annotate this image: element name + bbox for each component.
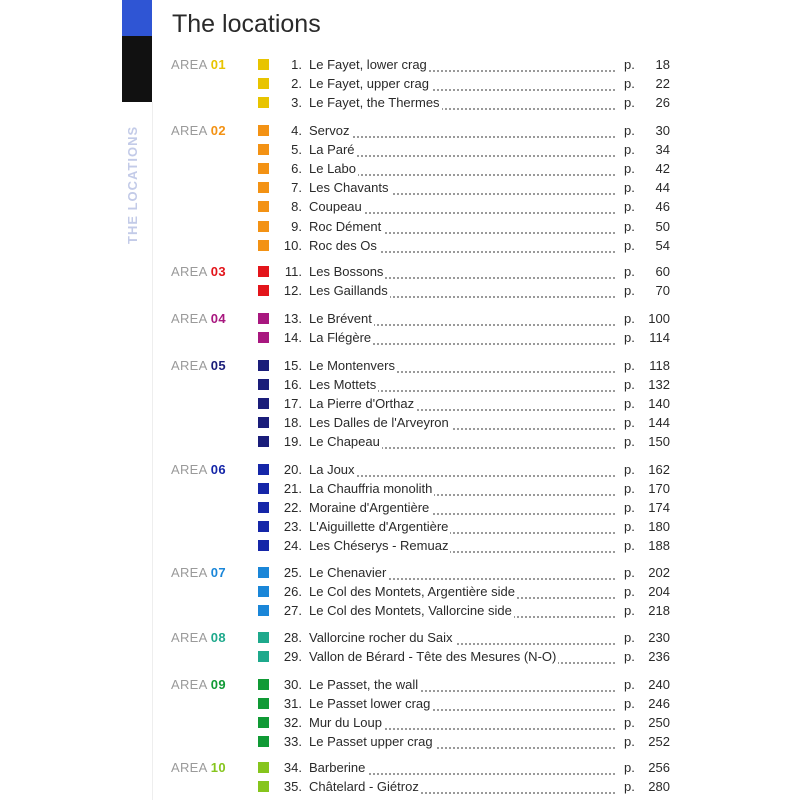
page-prefix: p. bbox=[624, 630, 635, 645]
page-prefix: p. bbox=[624, 696, 635, 711]
location-name[interactable]: Servoz bbox=[309, 123, 350, 138]
page-prefix: p. bbox=[624, 734, 635, 749]
page-prefix: p. bbox=[624, 142, 635, 157]
location-name[interactable]: Le Fayet, upper crag bbox=[309, 76, 429, 91]
location-name[interactable]: La Joux bbox=[309, 462, 355, 477]
page-number[interactable]: 132 bbox=[648, 377, 670, 392]
location-number: 15. bbox=[283, 358, 302, 373]
page-prefix: p. bbox=[624, 538, 635, 553]
page-number[interactable]: 162 bbox=[648, 462, 670, 477]
location-name[interactable]: Le Passet, the wall bbox=[309, 677, 419, 692]
location-number: 23. bbox=[283, 519, 302, 534]
location-name[interactable]: Roc Dément bbox=[309, 219, 382, 234]
location-number: 34. bbox=[283, 760, 302, 775]
area-number: 09 bbox=[210, 677, 226, 692]
page-number[interactable]: 30 bbox=[655, 123, 670, 138]
area-label bbox=[171, 57, 226, 72]
location-number: 25. bbox=[283, 565, 302, 580]
location-number: 31. bbox=[283, 696, 302, 711]
location-number: 17. bbox=[283, 396, 302, 411]
page-number[interactable]: 236 bbox=[648, 649, 670, 664]
page-prefix: p. bbox=[624, 649, 635, 664]
area-color-swatch bbox=[258, 360, 269, 371]
page-prefix: p. bbox=[624, 779, 635, 794]
page-number[interactable]: 240 bbox=[648, 677, 670, 692]
area-color-swatch bbox=[258, 521, 269, 532]
area-number: 03 bbox=[210, 264, 226, 279]
page-prefix: p. bbox=[624, 219, 635, 234]
page-number[interactable]: 70 bbox=[655, 283, 670, 298]
location-number: 1. bbox=[291, 57, 302, 72]
page-number[interactable]: 140 bbox=[648, 396, 670, 411]
location-number: 19. bbox=[283, 434, 302, 449]
dot-leader bbox=[309, 136, 615, 138]
page-prefix: p. bbox=[624, 396, 635, 411]
page-prefix: p. bbox=[624, 264, 635, 279]
area-number: 08 bbox=[210, 630, 226, 645]
location-number: 27. bbox=[283, 603, 302, 618]
area-number: 04 bbox=[210, 311, 226, 326]
area-label-text: AREA bbox=[171, 462, 211, 477]
location-name[interactable]: Le Fayet, lower crag bbox=[309, 57, 427, 72]
location-name[interactable]: Les Bossons bbox=[309, 264, 384, 279]
location-name[interactable]: Les Chéserys - Remuaz bbox=[309, 538, 449, 553]
chapter-tab-blue bbox=[122, 0, 152, 36]
page-number[interactable]: 250 bbox=[648, 715, 670, 730]
area-color-swatch bbox=[258, 502, 269, 513]
location-number: 35. bbox=[283, 779, 302, 794]
area-label-text: AREA bbox=[171, 760, 211, 775]
location-number: 10. bbox=[283, 238, 302, 253]
page-number[interactable]: 218 bbox=[648, 603, 670, 618]
location-number: 22. bbox=[283, 500, 302, 515]
page-number[interactable]: 42 bbox=[655, 161, 670, 176]
page-prefix: p. bbox=[624, 603, 635, 618]
page-number[interactable]: 44 bbox=[655, 180, 670, 195]
area-label-text: AREA bbox=[171, 311, 211, 326]
area-color-swatch bbox=[258, 182, 269, 193]
area-label bbox=[171, 677, 226, 692]
location-name[interactable]: La Pierre d'Orthaz bbox=[309, 396, 415, 411]
location-number: 6. bbox=[291, 161, 302, 176]
area-color-swatch bbox=[258, 464, 269, 475]
area-label-text: AREA bbox=[171, 677, 211, 692]
area-label bbox=[171, 565, 226, 580]
page-number[interactable]: 150 bbox=[648, 434, 670, 449]
area-label bbox=[171, 462, 226, 477]
area-color-swatch bbox=[258, 163, 269, 174]
area-color-swatch bbox=[258, 59, 269, 70]
area-color-swatch bbox=[258, 586, 269, 597]
page-number[interactable]: 256 bbox=[648, 760, 670, 775]
page-number[interactable]: 50 bbox=[655, 219, 670, 234]
area-color-swatch bbox=[258, 125, 269, 136]
location-number: 7. bbox=[291, 180, 302, 195]
location-name[interactable]: Le Brévent bbox=[309, 311, 372, 326]
page-number[interactable]: 170 bbox=[648, 481, 670, 496]
location-name[interactable]: Le Passet lower crag bbox=[309, 696, 431, 711]
location-number: 26. bbox=[283, 584, 302, 599]
area-color-swatch bbox=[258, 605, 269, 616]
area-color-swatch bbox=[258, 285, 269, 296]
location-number: 2. bbox=[291, 76, 302, 91]
page-number[interactable]: 174 bbox=[648, 500, 670, 515]
page-prefix: p. bbox=[624, 481, 635, 496]
area-color-swatch bbox=[258, 781, 269, 792]
page-prefix: p. bbox=[624, 519, 635, 534]
area-color-swatch bbox=[258, 698, 269, 709]
area-color-swatch bbox=[258, 417, 269, 428]
location-number: 18. bbox=[283, 415, 302, 430]
location-name[interactable]: Le Chenavier bbox=[309, 565, 387, 580]
page-prefix: p. bbox=[624, 311, 635, 326]
location-number: 29. bbox=[283, 649, 302, 664]
page-prefix: p. bbox=[624, 584, 635, 599]
location-name[interactable]: Le Passet upper crag bbox=[309, 734, 433, 749]
location-name[interactable]: Le Montenvers bbox=[309, 358, 395, 373]
area-label bbox=[171, 123, 226, 138]
area-color-swatch bbox=[258, 332, 269, 343]
page-number[interactable]: 22 bbox=[655, 76, 670, 91]
page-prefix: p. bbox=[624, 123, 635, 138]
area-color-swatch bbox=[258, 398, 269, 409]
location-name[interactable]: La Paré bbox=[309, 142, 355, 157]
side-section-label: THE LOCATIONS bbox=[125, 125, 140, 244]
area-color-swatch bbox=[258, 632, 269, 643]
area-color-swatch bbox=[258, 97, 269, 108]
page-prefix: p. bbox=[624, 715, 635, 730]
page-title: The locations bbox=[172, 10, 321, 38]
area-color-swatch bbox=[258, 679, 269, 690]
page-number[interactable]: 18 bbox=[655, 57, 670, 72]
location-number: 24. bbox=[283, 538, 302, 553]
location-name[interactable]: La Chauffria monolith bbox=[309, 481, 433, 496]
location-number: 21. bbox=[283, 481, 302, 496]
side-divider bbox=[152, 102, 153, 800]
location-number: 3. bbox=[291, 95, 302, 110]
page-prefix: p. bbox=[624, 565, 635, 580]
area-number: 02 bbox=[210, 123, 226, 138]
page-prefix: p. bbox=[624, 283, 635, 298]
area-color-swatch bbox=[258, 78, 269, 89]
location-name[interactable]: Coupeau bbox=[309, 199, 362, 214]
page-number[interactable]: 100 bbox=[648, 311, 670, 326]
location-number: 20. bbox=[283, 462, 302, 477]
area-label-text: AREA bbox=[171, 123, 211, 138]
location-name[interactable]: Le Labo bbox=[309, 161, 356, 176]
area-label-text: AREA bbox=[171, 565, 211, 580]
page-number[interactable]: 252 bbox=[648, 734, 670, 749]
area-color-swatch bbox=[258, 266, 269, 277]
location-number: 4. bbox=[291, 123, 302, 138]
area-color-swatch bbox=[258, 201, 269, 212]
page-prefix: p. bbox=[624, 238, 635, 253]
location-number: 33. bbox=[283, 734, 302, 749]
area-number: 06 bbox=[210, 462, 226, 477]
area-label bbox=[171, 358, 226, 373]
page-number[interactable]: 180 bbox=[648, 519, 670, 534]
page-prefix: p. bbox=[624, 95, 635, 110]
location-number: 14. bbox=[283, 330, 302, 345]
area-label-text: AREA bbox=[171, 264, 211, 279]
area-label-text: AREA bbox=[171, 358, 211, 373]
location-number: 30. bbox=[283, 677, 302, 692]
page-prefix: p. bbox=[624, 377, 635, 392]
page-number[interactable]: 26 bbox=[655, 95, 670, 110]
location-name[interactable]: Vallon de Bérard - Tête des Mesures (N-O) bbox=[309, 649, 557, 664]
location-name[interactable]: Les Mottets bbox=[309, 377, 377, 392]
location-name[interactable]: Moraine d'Argentière bbox=[309, 500, 430, 515]
area-number: 01 bbox=[210, 57, 226, 72]
page-number[interactable]: 280 bbox=[648, 779, 670, 794]
location-name[interactable]: Roc des Os bbox=[309, 238, 377, 253]
area-label-text: AREA bbox=[171, 630, 211, 645]
page-number[interactable]: 204 bbox=[648, 584, 670, 599]
location-name[interactable]: Les Dalles de l'Arveyron bbox=[309, 415, 449, 430]
page-prefix: p. bbox=[624, 415, 635, 430]
page-number[interactable]: 46 bbox=[655, 199, 670, 214]
area-label bbox=[171, 311, 226, 326]
location-number: 12. bbox=[283, 283, 302, 298]
page-number[interactable]: 118 bbox=[649, 358, 670, 373]
area-number: 07 bbox=[210, 565, 226, 580]
page-number[interactable]: 114 bbox=[649, 330, 670, 345]
location-number: 8. bbox=[291, 199, 302, 214]
area-number: 05 bbox=[210, 358, 226, 373]
location-name[interactable]: Les Gaillands bbox=[309, 283, 388, 298]
area-color-swatch bbox=[258, 762, 269, 773]
location-name[interactable]: Le Col des Montets, Vallorcine side bbox=[309, 603, 512, 618]
area-color-swatch bbox=[258, 240, 269, 251]
area-color-swatch bbox=[258, 313, 269, 324]
page-number[interactable]: 246 bbox=[648, 696, 670, 711]
location-name[interactable]: La Flégère bbox=[309, 330, 372, 345]
area-color-swatch bbox=[258, 221, 269, 232]
area-color-swatch bbox=[258, 736, 269, 747]
page-prefix: p. bbox=[624, 76, 635, 91]
location-number: 9. bbox=[291, 219, 302, 234]
page-number[interactable]: 54 bbox=[655, 238, 670, 253]
area-label bbox=[171, 760, 226, 775]
location-name[interactable]: L'Aiguillette d'Argentière bbox=[309, 519, 449, 534]
area-color-swatch bbox=[258, 651, 269, 662]
location-number: 32. bbox=[283, 715, 302, 730]
page-number[interactable]: 144 bbox=[648, 415, 670, 430]
area-color-swatch bbox=[258, 144, 269, 155]
page-prefix: p. bbox=[624, 180, 635, 195]
location-number: 11. bbox=[284, 264, 302, 279]
area-label bbox=[171, 264, 226, 279]
area-number: 10 bbox=[210, 760, 226, 775]
location-name[interactable]: Mur du Loup bbox=[309, 715, 382, 730]
location-name[interactable]: Le Col des Montets, Argentière side bbox=[309, 584, 515, 599]
area-color-swatch bbox=[258, 436, 269, 447]
page-number[interactable]: 60 bbox=[655, 264, 670, 279]
area-color-swatch bbox=[258, 717, 269, 728]
location-number: 28. bbox=[283, 630, 302, 645]
page-prefix: p. bbox=[624, 199, 635, 214]
area-label-text: AREA bbox=[171, 57, 211, 72]
location-number: 5. bbox=[291, 142, 302, 157]
area-color-swatch bbox=[258, 483, 269, 494]
page-prefix: p. bbox=[624, 500, 635, 515]
location-name[interactable]: Le Chapeau bbox=[309, 434, 380, 449]
location-name[interactable]: Le Fayet, the Thermes bbox=[309, 95, 440, 110]
page-prefix: p. bbox=[624, 358, 635, 373]
location-number: 16. bbox=[283, 377, 302, 392]
page-number[interactable]: 188 bbox=[648, 538, 670, 553]
page-number[interactable]: 202 bbox=[648, 565, 670, 580]
location-name[interactable]: Vallorcine rocher du Saix bbox=[309, 630, 453, 645]
area-color-swatch bbox=[258, 567, 269, 578]
location-name[interactable]: Les Chavants bbox=[309, 180, 389, 195]
page-prefix: p. bbox=[624, 434, 635, 449]
area-color-swatch bbox=[258, 540, 269, 551]
page-prefix: p. bbox=[624, 677, 635, 692]
area-color-swatch bbox=[258, 379, 269, 390]
page-prefix: p. bbox=[624, 330, 635, 345]
chapter-tab-black bbox=[122, 36, 152, 102]
page-prefix: p. bbox=[624, 161, 635, 176]
location-name[interactable]: Barberine bbox=[309, 760, 366, 775]
location-number: 13. bbox=[283, 311, 302, 326]
area-label bbox=[171, 630, 226, 645]
page-prefix: p. bbox=[624, 462, 635, 477]
location-name[interactable]: Châtelard - Giétroz bbox=[309, 779, 419, 794]
page-prefix: p. bbox=[624, 760, 635, 775]
page-prefix: p. bbox=[624, 57, 635, 72]
page-number[interactable]: 230 bbox=[648, 630, 670, 645]
page-number[interactable]: 34 bbox=[655, 142, 670, 157]
